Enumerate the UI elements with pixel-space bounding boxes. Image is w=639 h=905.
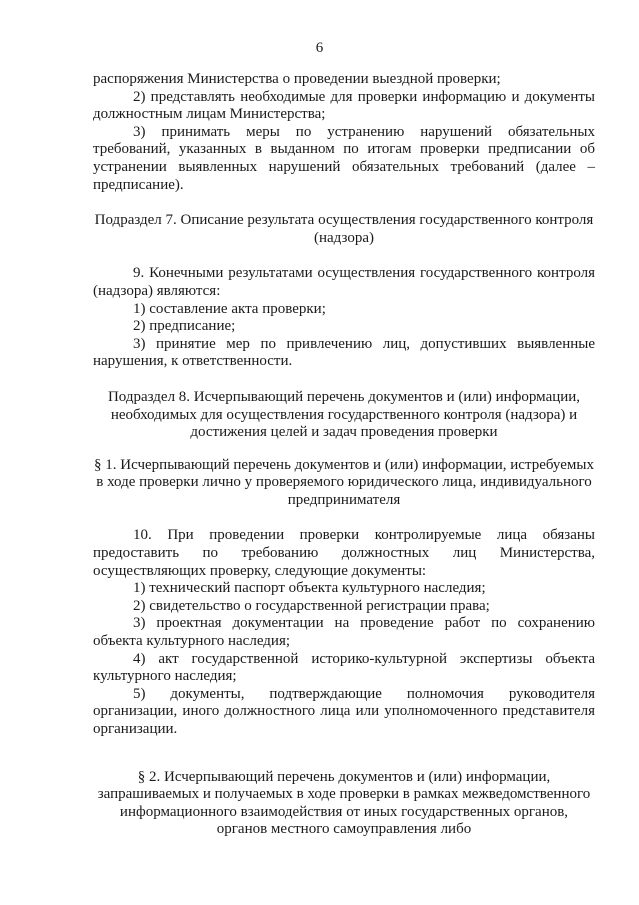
section-1-heading: § 1. Исчерпывающий перечень документов и (или) информации, истребуемых в ходе проверки лично у проверяемого юридического лица, индивидуального предпринимателя [94,456,594,508]
result-item-2: 2) предписание; [133,318,236,335]
subsection-7-heading: Подраздел 7. Описание результата осуществления государственного контроля (надзора) [94,212,594,246]
result-item-3: 3) принятие мер по привлечению лиц, допустивших выявленные нарушения, к ответственности. [93,335,595,370]
subsection-8-heading: Подраздел 8. Исчерпывающий перечень документов и (или) информации, необходимых для осуществления государственного контроля (надзора) и достижения целей и задач проведения проверки [107,388,581,441]
document-item-1: 1) технический паспорт объекта культурного наследия; [133,580,486,597]
list-item-3: 3) принимать меры по устранению нарушений обязательных требований, указанных в выданном по итогам проверки предписании об устранении выявленных нарушений обязательных требований (далее – предписание). [93,123,595,193]
document-body [93,71,595,839]
paragraph-9: 9. Конечными результатами осуществления государственного контроля (надзора) являются: [93,265,595,299]
document-item-2: 2) свидетельство о государственной регистрации права; [133,597,490,614]
result-item-1: 1) составление акта проверки; [133,300,326,317]
section-2-heading: § 2. Исчерпывающий перечень документов и (или) информации, запрашиваемых и получаемых в ходе проверки в рамках межведомственного информационного взаимодействия от иных государственных органов, органов местного самоуправления либо [97,768,591,838]
page-number: 6 [315,40,324,56]
document-item-3: 3) проектная документации на проведение работ по сохранению объекта культурного наследия; [93,615,595,650]
paragraph-10: 10. При проведении проверки контролируемые лица обязаны предоставить по требованию должностных лиц Министерства, осуществляющих проверку, следующие документы: [93,527,595,579]
list-item-2: 2) представлять необходимые для проверки информацию и документы должностным лицам Министерства; [93,88,595,123]
paragraph-continuation: распоряжения Министерства о проведении выездной проверки; [93,71,501,87]
document-item-5: 5) документы, подтверждающие полномочия руководителя организации, иного должностного лица или уполномоченного представителя организации. [93,685,595,737]
document-item-4: 4) акт государственной историко-культурной экспертизы объекта культурного наследия; [93,650,595,685]
